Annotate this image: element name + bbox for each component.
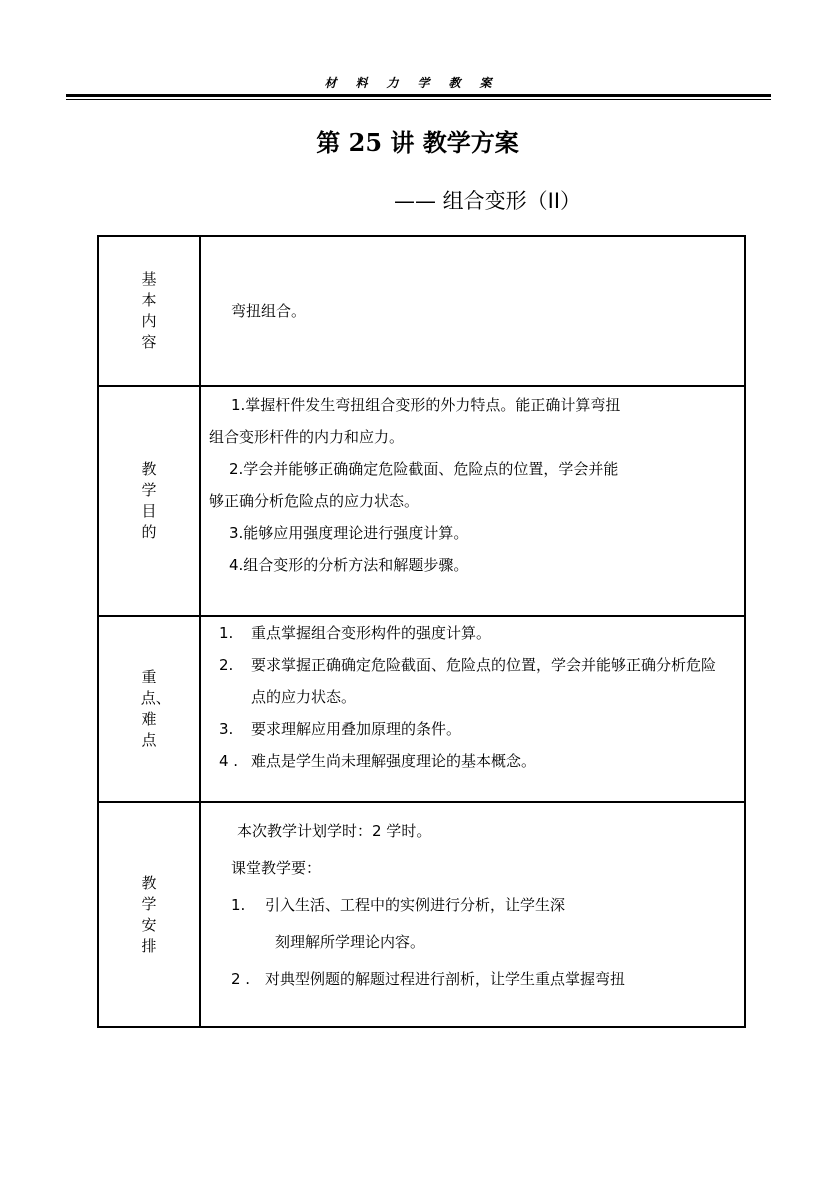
content-cell [200, 236, 745, 386]
list-item [219, 617, 730, 649]
item-number: 4 . [219, 752, 239, 770]
goals-list [201, 387, 744, 581]
item-text: 对典型例题的解题过程进行剖析，让学生重点掌握弯扭 [265, 970, 626, 988]
arrangement-list [201, 803, 744, 998]
table-row-teaching-arrangement [98, 802, 745, 1027]
key-points-list [201, 617, 744, 777]
goal-line: 够正确分析危险点的应力状态。 [209, 492, 420, 510]
row-label-key-points: 重点、难点 [140, 668, 171, 749]
label-cell [98, 802, 200, 1027]
teaching-hours: 本次教学计划学时：2 学时。 [237, 822, 432, 840]
goal-line: 组合变形杆件的内力和应力。 [209, 428, 405, 446]
label-cell [98, 616, 200, 802]
row-label-teaching-goals: 教学目的 [141, 460, 157, 541]
item-text: 要求理解应用叠加原理的条件。 [251, 720, 462, 738]
table-row-basic-content [98, 236, 745, 386]
table-row-key-points [98, 616, 745, 802]
list-item [219, 713, 730, 745]
goal-line: 1.掌握杆件发生弯扭组合变形的外力特点。能正确计算弯扭 [231, 396, 621, 414]
item-text: 难点是学生尚未理解强度理论的基本概念。 [251, 752, 537, 770]
list-item [219, 649, 730, 713]
list-item [231, 961, 730, 998]
lecture-title: 第 25 讲 教学方案 [316, 128, 519, 157]
lecture-subtitle: —— 组合变形（II） [394, 189, 582, 213]
list-item [231, 887, 730, 924]
content-cell [200, 386, 745, 616]
item-text: 引入生活、工程中的实例进行分析，让学生深 [265, 896, 566, 914]
item-number: 1. [231, 896, 246, 914]
header-rule [66, 94, 771, 97]
goal-line: 4.组合变形的分析方法和解题步骤。 [229, 556, 469, 574]
item-text: 要求掌握正确确定危险截面、危险点的位置，学会并能够正确分析危险点的应力状态。 [251, 656, 717, 706]
item-number: 2 . [231, 970, 251, 988]
header-rule-thin [66, 99, 771, 100]
row-label-basic-content: 基本内容 [141, 270, 157, 351]
table-row-teaching-goals [98, 386, 745, 616]
goal-line: 2.学会并能够正确确定危险截面、危险点的位置，学会并能 [229, 460, 619, 478]
row-label-teaching-arrangement: 教学安排 [141, 873, 157, 955]
content-cell [200, 616, 745, 802]
content-cell [200, 802, 745, 1027]
basic-content-text: 弯扭组合。 [231, 302, 307, 320]
list-item [219, 745, 730, 777]
goal-line: 3.能够应用强度理论进行强度计算。 [229, 524, 469, 542]
item-text-continued: 刻理解所学理论内容。 [275, 933, 426, 951]
item-number: 2. [219, 656, 234, 674]
item-number: 3. [219, 720, 234, 738]
teaching-plan-table [97, 235, 746, 1028]
requirements-label: 课堂教学要： [231, 859, 322, 877]
running-header: 材料力学教案 [324, 76, 511, 90]
label-cell [98, 386, 200, 616]
label-cell [98, 236, 200, 386]
item-number: 1. [219, 624, 234, 642]
item-text: 重点掌握组合变形构件的强度计算。 [251, 624, 492, 642]
